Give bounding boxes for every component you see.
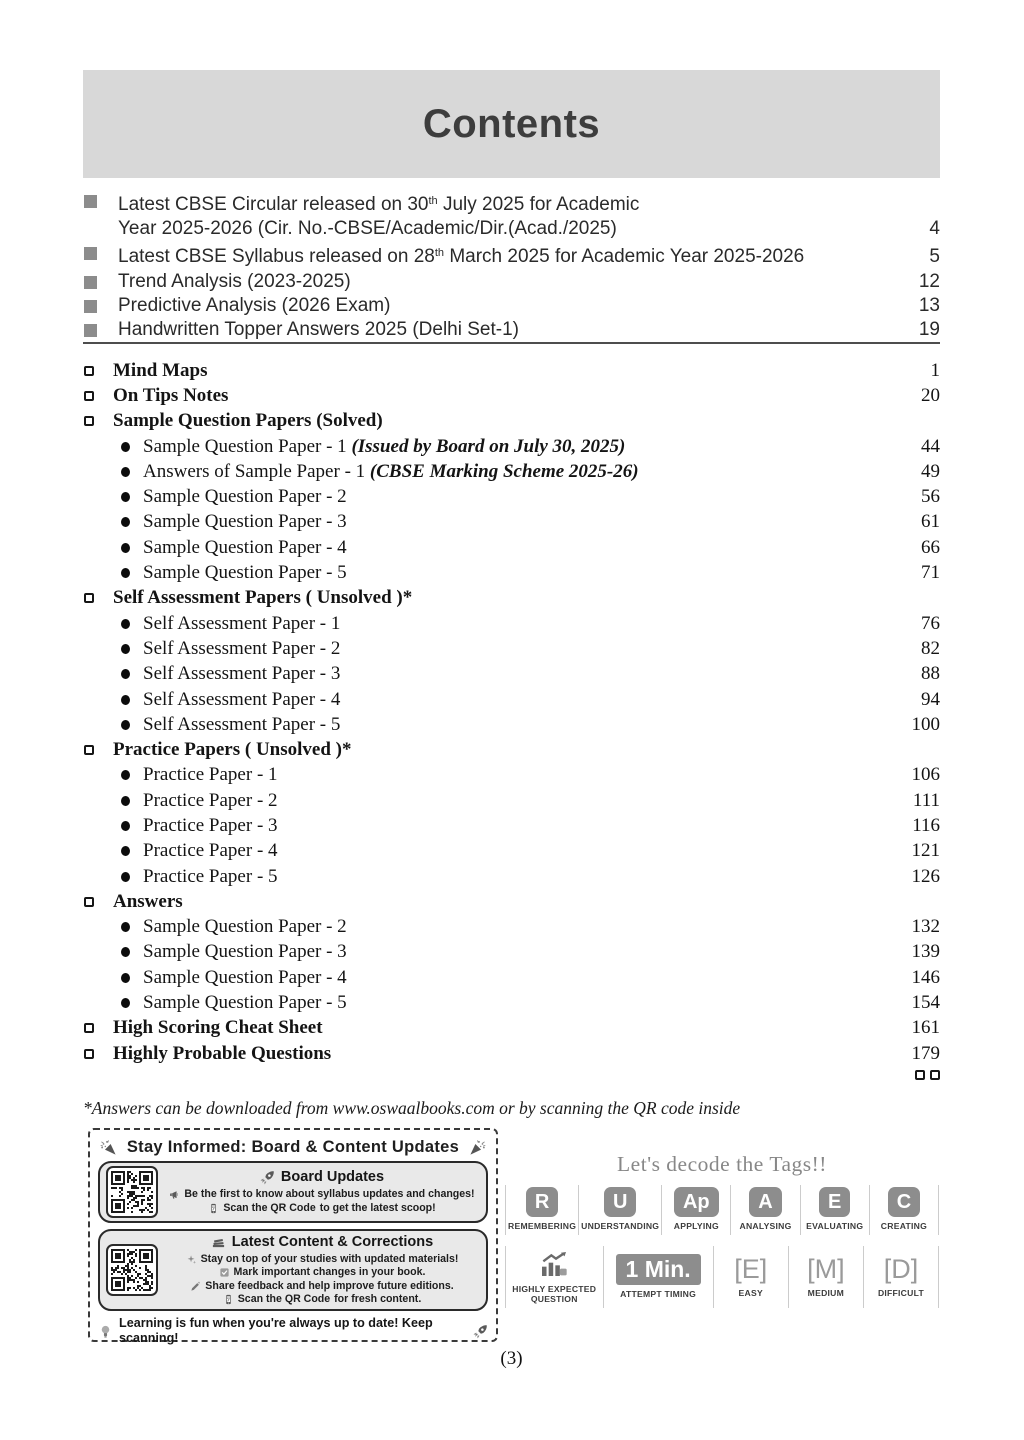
megaphone-icon (169, 1189, 180, 1200)
toc-entry-label: On Tips Notes (113, 384, 229, 406)
ordinal-suffix: th (428, 195, 438, 207)
toc-item-row (83, 662, 940, 687)
page-number: 106 (911, 764, 940, 786)
toc-item-row (83, 459, 940, 484)
page-number: 13 (918, 294, 940, 316)
contents-header-banner (83, 70, 940, 178)
tag-label: APPLYING (673, 1221, 719, 1231)
qr-code-board-updates (106, 1166, 158, 1218)
board-updates-card (98, 1161, 488, 1223)
toc-item-row (83, 813, 940, 838)
square-bullet-icon (84, 276, 97, 289)
page-number: 1 (930, 359, 940, 381)
toc-entry-text (113, 1017, 876, 1039)
content-corrections-card (98, 1229, 488, 1311)
toc-entry-label: Sample Question Paper - 3 (143, 511, 347, 533)
contents-item-row (83, 189, 940, 241)
toc-item-row (83, 535, 940, 560)
toc-section-row (83, 409, 940, 434)
tag-badge: Ap (674, 1187, 719, 1217)
toc-item-row (83, 484, 940, 509)
toc-entry-label: Self Assessment Paper - 4 (143, 688, 341, 710)
checkbox-bullet-icon (84, 366, 94, 376)
answers-footnote: *Answers can be downloaded from www.oswaalbooks.com or by scanning the QR code inside (83, 1098, 741, 1118)
pencil-icon (190, 1281, 201, 1292)
tags-legend (505, 1152, 939, 1308)
tag-label: DIFFICULT (877, 1288, 924, 1298)
toc-section-row (83, 1016, 940, 1041)
tag-cell (864, 1246, 939, 1308)
toc-entry-text (143, 511, 876, 533)
stay-informed-footer-text: Learning is fun when you're always up to date! Keep scanning! (119, 1316, 433, 1345)
page-number: 19 (918, 319, 940, 341)
card-line-text: for fresh content. (334, 1292, 422, 1305)
tag-badge: C (888, 1187, 920, 1217)
tag-badge: U (604, 1187, 636, 1217)
toc-section-row (83, 889, 940, 914)
toc-entry-note: (Issued by Board on July 30, 2025) (351, 435, 626, 457)
toc-entry-text (143, 461, 876, 483)
page-number: 82 (921, 637, 940, 659)
circle-bullet-icon (121, 492, 130, 502)
ordinal-suffix: th (434, 247, 445, 260)
toc-item-row (83, 434, 940, 459)
square-bullet-icon (84, 247, 97, 260)
circle-bullet-icon (121, 442, 130, 452)
toc-entry-text (143, 486, 876, 508)
toc-item-row (83, 915, 940, 940)
tag-cell (505, 1185, 579, 1235)
bulb-icon (98, 1324, 113, 1339)
toc-entry-label: Practice Paper - 2 (143, 789, 278, 811)
toc-entry-text (113, 739, 876, 761)
toc-entry-text (113, 587, 876, 609)
tag-cell (789, 1246, 864, 1308)
content-corrections-heading (166, 1234, 478, 1251)
item-text: Year 2025-2026 (Cir. No.-CBSE/Academic/Dir.(Acad./2025) (118, 218, 617, 240)
toc-entry-text (143, 436, 876, 458)
toc-entry-text (143, 638, 876, 660)
toc-entry-label: Practice Paper - 5 (143, 865, 278, 887)
circle-bullet-icon (121, 720, 130, 730)
toc-entry-text (113, 410, 876, 432)
difficulty-mark: [D] (883, 1254, 919, 1284)
toc-section-row (83, 383, 940, 408)
circle-bullet-icon (121, 872, 130, 882)
tag-label: ANALYSING (739, 1221, 792, 1231)
toc-item-row (83, 839, 940, 864)
page-number: 94 (921, 688, 940, 710)
board-updates-lines (166, 1188, 478, 1215)
section-divider (83, 342, 940, 344)
toc-entry-label: Self Assessment Papers ( Unsolved )* (113, 587, 413, 609)
card-line (166, 1188, 478, 1201)
toc-item-row (83, 636, 940, 661)
page-number: 71 (921, 562, 940, 584)
contents-item-text (118, 318, 880, 342)
card-line-text: to get the latest scoop! (319, 1201, 436, 1214)
tag-label: EVALUATING (806, 1221, 864, 1231)
checkbox-bullet-icon (84, 1049, 94, 1059)
toc-entry-label: Mind Maps (113, 359, 208, 381)
tag-label: UNDERSTANDING (581, 1221, 660, 1231)
card-line (166, 1202, 478, 1215)
card-line-text: Stay on top of your studies with updated materials! (200, 1252, 459, 1265)
checkbox-icon (219, 1267, 230, 1278)
toc-entry-note: (CBSE Marking Scheme 2025-26) (369, 460, 639, 482)
toc-item-row (83, 687, 940, 712)
contents-item-text (118, 270, 880, 294)
page-number: 20 (921, 384, 940, 406)
page-number: 44 (921, 435, 940, 457)
contents-item-row (83, 241, 940, 269)
toc-item-row (83, 940, 940, 965)
circle-bullet-icon (121, 467, 130, 477)
tag-cell (505, 1246, 604, 1308)
tags-row-meta (505, 1246, 939, 1308)
page-number: 88 (921, 663, 940, 685)
toc-entry-text (143, 941, 876, 963)
toc-item-row (83, 611, 940, 636)
contents-item-text (118, 294, 880, 318)
tag-label: EASY (738, 1288, 763, 1298)
contents-item-row (83, 318, 940, 342)
toc-entry-text (143, 562, 876, 584)
front-matter-list (83, 189, 940, 342)
circle-bullet-icon (121, 846, 130, 856)
tag-cell (662, 1185, 731, 1235)
chart-up-icon (538, 1248, 570, 1280)
tags-row-bloom (505, 1185, 939, 1235)
square-bullet-icon (84, 300, 97, 313)
toc-entry-label: Practice Paper - 4 (143, 840, 278, 862)
toc-item-row (83, 510, 940, 535)
circle-bullet-icon (121, 947, 130, 957)
circle-bullet-icon (121, 695, 130, 705)
tag-cell (801, 1185, 870, 1235)
toc-entry-label: Self Assessment Paper - 2 (143, 637, 341, 659)
toc-entry-label: Sample Question Paper - 1 (143, 435, 352, 457)
page-number: 139 (911, 941, 940, 963)
tag-cell (870, 1185, 939, 1235)
toc-item-row (83, 763, 940, 788)
toc-entry-label: Sample Question Paper - 5 (143, 992, 347, 1014)
toc-entry-text (143, 714, 876, 736)
item-text: July 2025 for Academic (437, 194, 640, 215)
circle-bullet-icon (121, 644, 130, 654)
page-number: 111 (912, 789, 940, 811)
toc-entry-label: Sample Question Paper - 2 (143, 916, 347, 938)
toc-item-row (83, 864, 940, 889)
toc-entry-label: Sample Question Paper - 4 (143, 966, 347, 988)
card-line (166, 1266, 478, 1279)
checkbox-bullet-icon (84, 745, 94, 755)
circle-bullet-icon (121, 973, 130, 983)
toc-entry-text (113, 385, 876, 407)
tag-badge: E (819, 1187, 850, 1217)
toc-entry-label: Highly Probable Questions (113, 1042, 332, 1064)
toc-entry-label: Self Assessment Paper - 3 (143, 663, 341, 685)
circle-bullet-icon (121, 669, 130, 679)
tag-badge: R (526, 1187, 558, 1217)
tag-badge: A (749, 1187, 781, 1217)
toc-entry-label: Practice Paper - 3 (143, 814, 278, 836)
contents-item-text (118, 189, 880, 241)
rocket-icon (260, 1170, 275, 1185)
rocket-icon (473, 1324, 488, 1339)
item-text: Predictive Analysis (2026 Exam) (118, 294, 391, 316)
tag-label: HIGHLY EXPECTED QUESTION (512, 1284, 597, 1304)
toc-entry-text (113, 891, 876, 913)
checkbox-bullet-icon (84, 416, 94, 426)
card-heading: Latest Content & Corrections (231, 1233, 434, 1250)
stay-informed-title-row (98, 1135, 488, 1159)
tag-cell (579, 1185, 662, 1235)
toc-entry-label: Sample Question Papers (Solved) (113, 410, 383, 432)
qr-code-image (111, 1249, 153, 1291)
square-bullet-icon (84, 195, 97, 208)
card-line (166, 1293, 478, 1306)
toc-entry-label: Self Assessment Paper - 1 (143, 612, 341, 634)
toc-entry-label: High Scoring Cheat Sheet (113, 1017, 323, 1039)
end-square-icon (915, 1070, 925, 1080)
tag-label: CREATING (880, 1221, 928, 1231)
stay-informed-footer (98, 1316, 488, 1346)
qr-code-image (111, 1171, 153, 1213)
circle-bullet-icon (121, 619, 130, 629)
contents-item-row (83, 294, 940, 318)
square-bullet-icon (84, 324, 97, 337)
item-text: March 2025 for Academic Year 2025-2026 (444, 246, 805, 268)
checkbox-bullet-icon (84, 897, 94, 907)
toc-entry-label: Practice Papers ( Unsolved )* (113, 739, 352, 761)
scan-icon (223, 1294, 234, 1305)
toc-entry-text (143, 764, 876, 786)
toc-section-row (83, 737, 940, 762)
circle-bullet-icon (121, 796, 130, 806)
toc-item-row (83, 990, 940, 1015)
toc-item-row (83, 788, 940, 813)
page-number: 66 (921, 536, 940, 558)
toc-entry-text (143, 689, 876, 711)
circle-bullet-icon (121, 821, 130, 831)
toc-entry-text (143, 537, 876, 559)
tag-cell (731, 1185, 800, 1235)
circle-bullet-icon (121, 517, 130, 527)
tag-cell (714, 1246, 789, 1308)
item-text: Latest CBSE Circular released on 30 (118, 194, 429, 215)
toc-entry-label: Sample Question Paper - 2 (143, 486, 347, 508)
item-text: Latest CBSE Syllabus released on 28 (118, 246, 435, 268)
tag-label: REMEMBERING (508, 1221, 577, 1231)
stay-informed-title: Stay Informed: Board & Content Updates (126, 1138, 460, 1156)
page-number-footer: (3) (500, 1348, 523, 1369)
page-number: 146 (911, 966, 940, 988)
party-popper-icon (100, 1139, 117, 1156)
toc-section-row (83, 586, 940, 611)
timing-badge: 1 Min. (616, 1254, 701, 1285)
party-popper-icon (469, 1139, 486, 1156)
content-corrections-content (166, 1234, 478, 1307)
card-line (166, 1253, 478, 1266)
page-number: 4 (929, 218, 940, 240)
item-text: Handwritten Topper Answers 2025 (Delhi Set-1) (118, 319, 519, 341)
books-icon (211, 1235, 226, 1250)
toc-entry-text (143, 790, 876, 812)
toc-entry-text (143, 916, 876, 938)
page-number: 76 (921, 612, 940, 634)
toc-entry-label: Sample Question Paper - 4 (143, 536, 347, 558)
page-number: 161 (911, 1017, 940, 1039)
board-updates-content (166, 1169, 478, 1215)
toc-entry-label: Answers of Sample Paper - 1 (143, 460, 370, 482)
page-number: 56 (921, 486, 940, 508)
tag-label: MEDIUM (807, 1288, 845, 1298)
card-line (166, 1280, 478, 1293)
tags-legend-title: Let's decode the Tags!! (617, 1152, 827, 1176)
card-line-bold: Scan the QR Code (223, 1201, 316, 1214)
table-of-contents (83, 358, 940, 1080)
toc-entry-text (143, 967, 876, 989)
checkbox-bullet-icon (84, 391, 94, 401)
stay-informed-box (88, 1128, 498, 1345)
page-number: 126 (911, 865, 940, 887)
sparkle-icon (186, 1254, 197, 1265)
page-number: 12 (918, 270, 940, 292)
end-square-icon (930, 1070, 940, 1080)
page-number: 116 (912, 814, 940, 836)
scan-icon (208, 1203, 219, 1214)
toc-entry-label: Self Assessment Paper - 5 (143, 713, 341, 735)
page-number: 121 (911, 840, 940, 862)
toc-entry-text (143, 992, 876, 1014)
toc-entry-text (143, 840, 876, 862)
contents-item-row (83, 270, 940, 294)
card-line-text: Be the first to know about syllabus updates and changes! (184, 1188, 475, 1201)
toc-entry-label: Practice Paper - 1 (143, 764, 278, 786)
checkbox-bullet-icon (84, 1023, 94, 1033)
toc-entry-text (143, 663, 876, 685)
page-number: 100 (911, 713, 940, 735)
circle-bullet-icon (121, 543, 130, 553)
difficulty-mark: [E] (734, 1254, 768, 1284)
toc-entry-text (143, 815, 876, 837)
toc-entry-text (113, 360, 876, 382)
content-corrections-lines (166, 1253, 478, 1307)
toc-item-row (83, 965, 940, 990)
page-number: 49 (921, 460, 940, 482)
contents-item-text (118, 241, 880, 269)
page-number: 61 (921, 511, 940, 533)
toc-entry-text (143, 866, 876, 888)
page-number: 5 (929, 246, 940, 268)
card-line-text: Mark important changes in your book. (233, 1266, 426, 1279)
toc-entry-label: Answers (113, 890, 183, 912)
page-number: 132 (911, 916, 940, 938)
page-number: 179 (911, 1042, 940, 1064)
circle-bullet-icon (121, 770, 130, 780)
card-line-text: Share feedback and help improve future editions. (205, 1279, 454, 1292)
tag-label: ATTEMPT TIMING (620, 1288, 697, 1299)
toc-entry-label: Sample Question Paper - 3 (143, 941, 347, 963)
page-number: 154 (911, 992, 940, 1014)
end-of-contents-marks (83, 1070, 940, 1080)
toc-section-row (83, 1041, 940, 1066)
item-text: Trend Analysis (2023-2025) (118, 270, 351, 292)
toc-entry-label: Sample Question Paper - 5 (143, 562, 347, 584)
toc-item-row (83, 560, 940, 585)
checkbox-bullet-icon (84, 593, 94, 603)
card-heading: Board Updates (280, 1169, 385, 1186)
tag-cell (604, 1246, 714, 1308)
circle-bullet-icon (121, 998, 130, 1008)
toc-section-row (83, 358, 940, 383)
page-title: Contents (422, 102, 601, 146)
card-line-bold: Scan the QR Code (237, 1292, 331, 1305)
qr-code-content-corrections (106, 1244, 158, 1296)
toc-entry-text (113, 1043, 876, 1065)
toc-entry-text (143, 613, 876, 635)
circle-bullet-icon (121, 568, 130, 578)
circle-bullet-icon (121, 922, 130, 932)
toc-item-row (83, 712, 940, 737)
board-updates-heading (166, 1169, 478, 1186)
difficulty-mark: [M] (807, 1254, 845, 1284)
